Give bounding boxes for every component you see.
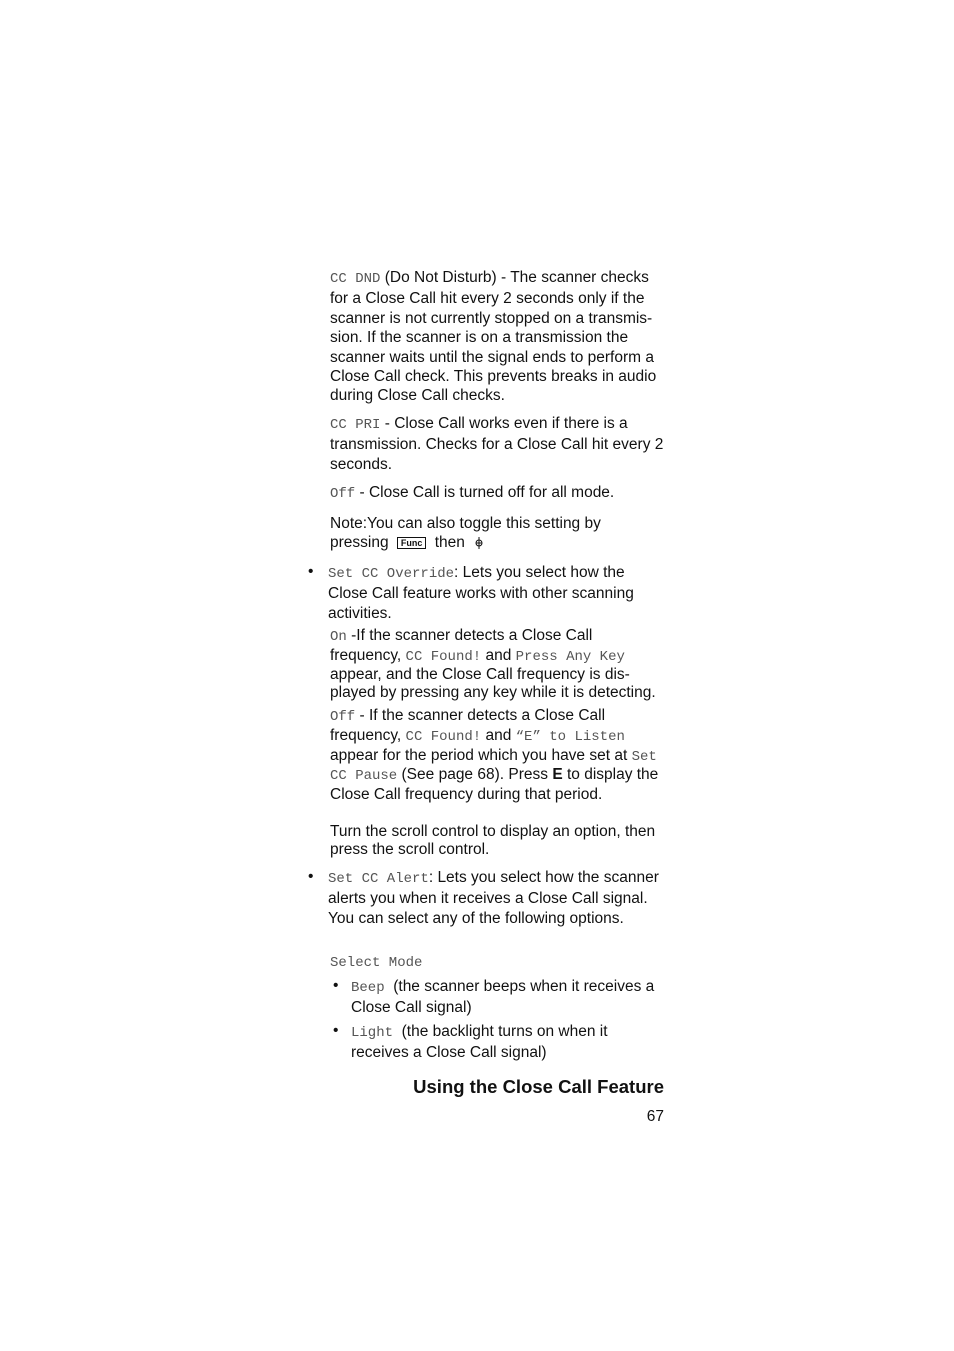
cc-pri-code: CC PRI — [330, 417, 381, 433]
page-number: 67 — [646, 1108, 664, 1125]
override-off-pause: Set CC Pause — [330, 748, 657, 785]
light-option — [333, 1022, 666, 1063]
light-bullet: • — [333, 1022, 339, 1039]
override-off-t3: (See page 68). Press — [397, 766, 553, 784]
override-off-paragraph — [330, 707, 666, 804]
beep-code: Beep — [351, 980, 385, 996]
note-then: then — [434, 534, 465, 552]
cc-dnd-code: CC DND — [330, 271, 381, 287]
func-key-icon: Func — [397, 537, 427, 549]
beep-option — [333, 977, 666, 1018]
cc-dnd-paragraph — [330, 268, 666, 406]
alert-text: : Lets you select how the scanner alerts you when it receives a Close Call signal. You can select any of the following options. — [328, 869, 659, 927]
off-mode-code: Off — [330, 486, 356, 502]
light-text: (the backlight turns on when it receives a Close Call signal) — [351, 1023, 612, 1062]
alert-item — [308, 868, 666, 928]
cc-dnd-text: (Do Not Disturb) - The scanner checks for a Close Call hit every 2 seconds only if the scanner is not currently stopped on a transmis-sion. If the scanner is on a transmission the scanner waits until the signal ends to perform a Close Call check. This prevents breaks in audio during Close Call checks. — [330, 269, 657, 405]
override-item — [308, 563, 666, 623]
override-off-and: and — [481, 726, 516, 744]
select-mode-label — [330, 952, 666, 973]
override-off-code: Off — [330, 709, 356, 725]
override-on-paragraph — [330, 627, 666, 702]
override-text: : Lets you select how the Close Call feature works with other scanning activities. — [328, 564, 634, 622]
override-on-t1: -If the scanner detects a Close Call frequency, — [330, 627, 593, 664]
off-mode-paragraph — [330, 483, 666, 504]
cc-pri-text: - Close Call works even if there is a transmission. Checks for a Close Call hit every 2 seconds. — [330, 415, 664, 473]
alert-bullet: • — [308, 868, 314, 885]
override-on-and: and — [481, 646, 516, 664]
override-on-t2: appear, and the Close Call frequency is dis-played by pressing any key while it is detecting. — [330, 666, 656, 702]
override-code: Set CC Override — [328, 566, 455, 582]
note-pressing: pressing — [330, 534, 389, 552]
override-off-t2: appear for the period which you have set at — [330, 746, 632, 764]
override-off-listen: “E” to Listen — [515, 728, 625, 745]
alert-code: Set CC Alert — [328, 871, 429, 887]
turn-text: Turn the scroll control to display an option, then press the scroll control. — [330, 823, 656, 858]
turn-paragraph — [330, 823, 666, 859]
override-off-t4: to display the Close Call frequency during that period. — [330, 766, 659, 804]
note-line1: Note:You can also toggle this setting by — [330, 515, 601, 532]
light-code: Light — [351, 1025, 394, 1041]
override-on-found: CC Found! — [405, 648, 482, 665]
off-mode-text: - Close Call is turned off for all mode. — [355, 484, 615, 501]
scroll-control-icon — [473, 535, 485, 547]
override-off-e: E — [552, 766, 563, 784]
override-bullet: • — [308, 563, 314, 580]
cc-pri-paragraph — [330, 414, 666, 474]
section-title: Using the Close Call Feature — [413, 1076, 664, 1097]
override-on-press: Press Any Key — [515, 648, 625, 665]
note-paragraph — [330, 514, 666, 553]
beep-bullet: • — [333, 977, 339, 994]
override-off-t1: - If the scanner detects a Close Call frequency, — [330, 707, 606, 744]
beep-text: (the scanner beeps when it receives a Close Call signal) — [351, 978, 659, 1017]
override-off-found: CC Found! — [405, 728, 482, 745]
override-on-code: On — [330, 629, 347, 645]
select-mode-text: Select Mode — [330, 955, 423, 971]
